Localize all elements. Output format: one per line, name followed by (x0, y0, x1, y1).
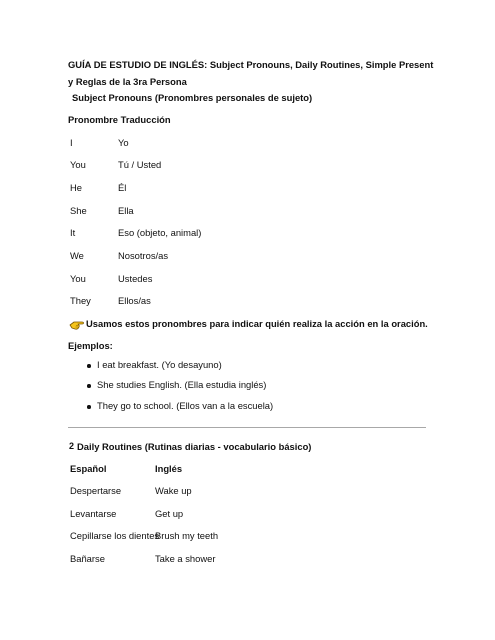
pronoun-cell: You (70, 273, 86, 284)
english-cell: Take a shower (155, 553, 216, 564)
bullet-dot (87, 364, 91, 368)
pointing-hand-icon (69, 318, 84, 330)
translation-cell: Ellos/as (118, 295, 151, 306)
pronoun-cell: We (70, 250, 84, 261)
translation-cell: Tú / Usted (118, 159, 162, 170)
number-two-icon: 2 (69, 441, 75, 451)
english-cell: Get up (155, 508, 184, 519)
document-title: GUÍA DE ESTUDIO DE INGLÉS: Subject Pronouns, Daily Routines, Simple Present y Reglas de la 3ra Persona (68, 59, 434, 87)
pronoun-cell: It (70, 227, 76, 238)
routines-heading: Daily Routines (Rutinas diarias - vocabulario básico) (77, 441, 312, 452)
pronouns-usage-note: Usamos estos pronombres para indicar quién realiza la acción en la oración. (86, 318, 428, 329)
translation-cell: Él (118, 182, 127, 193)
example-item: I eat breakfast. (Yo desayuno) (97, 359, 222, 370)
english-cell: Wake up (155, 485, 192, 496)
translation-cell: Nosotros/as (118, 250, 169, 261)
bullet-dot (87, 384, 91, 388)
pronoun-cell: He (70, 182, 82, 193)
pronoun-cell: You (70, 159, 86, 170)
column-header-english: Inglés (155, 463, 183, 474)
example-item: They go to school. (Ellos van a la escuela) (97, 400, 274, 411)
translation-cell: Eso (objeto, animal) (118, 227, 202, 238)
translation-cell: Ustedes (118, 273, 153, 284)
pronouns-table-header: Pronombre Traducción (68, 114, 171, 125)
translation-cell: Yo (118, 137, 129, 148)
pronoun-cell: They (70, 295, 91, 306)
pronoun-cell: She (70, 205, 87, 216)
spanish-cell: Bañarse (70, 553, 105, 564)
translation-cell: Ella (118, 205, 134, 216)
english-cell: Brush my teeth (155, 530, 219, 541)
spanish-cell: Cepillarse los dientes (70, 530, 160, 541)
pronoun-cell: I (70, 137, 73, 148)
spanish-cell: Levantarse (70, 508, 117, 519)
column-header-spanish: Español (70, 463, 107, 474)
example-item: She studies English. (Ella estudia inglés) (97, 379, 267, 390)
section-divider (68, 427, 426, 428)
examples-label: Ejemplos: (68, 340, 113, 351)
bullet-dot (87, 405, 91, 409)
spanish-cell: Despertarse (70, 485, 122, 496)
pronouns-heading: Subject Pronouns (Pronombres personales de sujeto) (72, 92, 313, 103)
